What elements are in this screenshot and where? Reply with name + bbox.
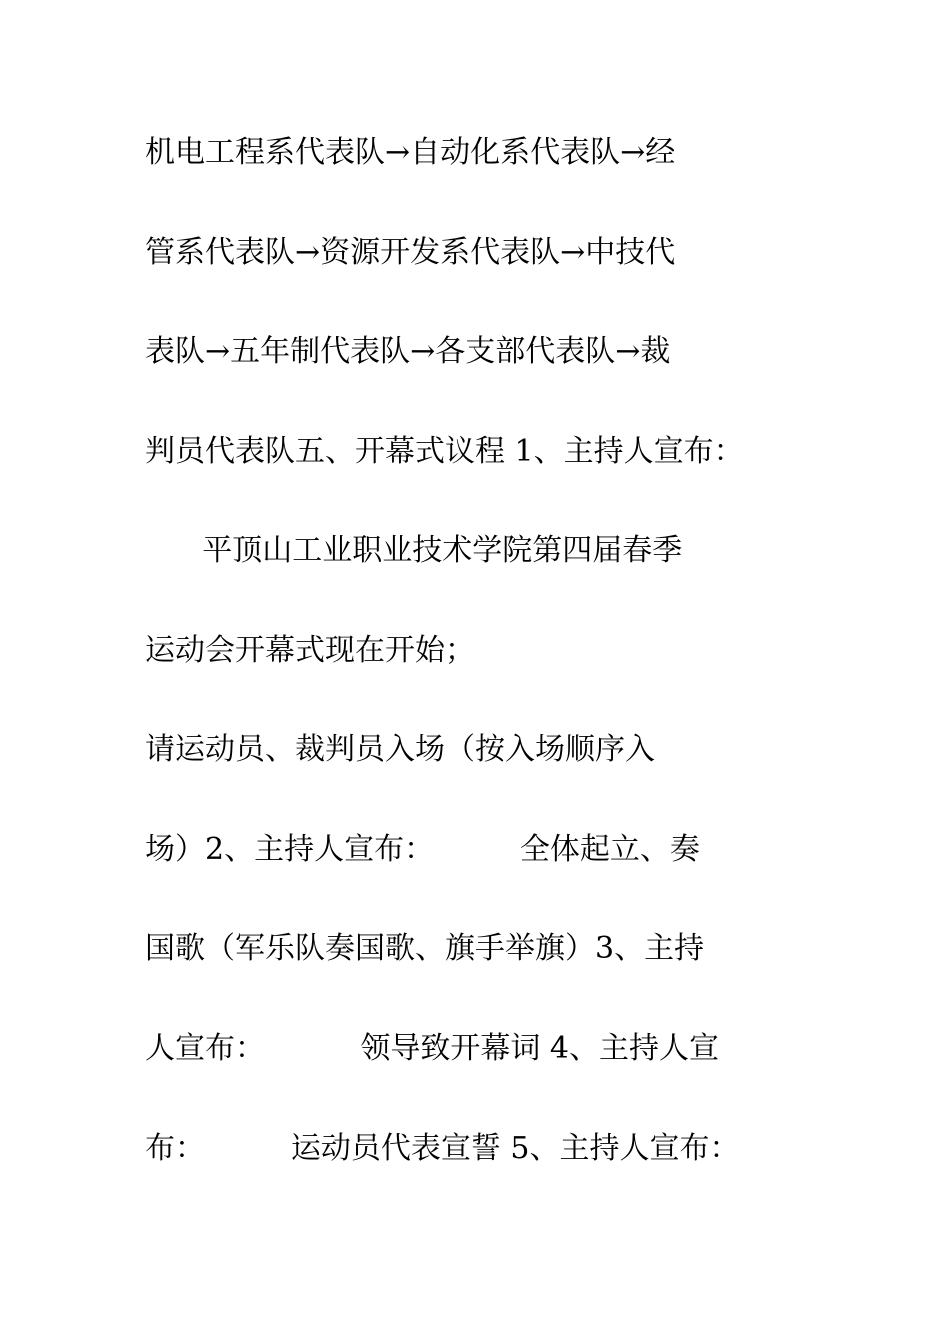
text-line-11: 布： 运动员代表宣誓 5、主持人宣布： (145, 1131, 740, 1166)
text-line-8: 场）2、主持人宣布： 全体起立、奏 (145, 832, 700, 867)
text-line-7: 请运动员、裁判员入场（按入场顺序入 (145, 732, 655, 767)
text-line-6: 运动会开幕式现在开始； (145, 633, 475, 668)
text-line-5: 平顶山工业职业技术学院第四届春季 (145, 533, 683, 568)
text-line-4: 判员代表队五、开幕式议程 1、主持人宣布： (145, 434, 744, 469)
text-line-3: 表队→五年制代表队→各支部代表队→裁 (145, 334, 671, 369)
text-line-2: 管系代表队→资源开发系代表队→中技代 (145, 235, 676, 270)
text-line-9: 国歌（军乐队奏国歌、旗手举旗）3、主持 (145, 931, 705, 966)
text-line-10: 人宣布： 领导致开幕词 4、主持人宣 (145, 1031, 719, 1066)
text-line-1: 机电工程系代表队→自动化系代表队→经 (145, 135, 676, 170)
